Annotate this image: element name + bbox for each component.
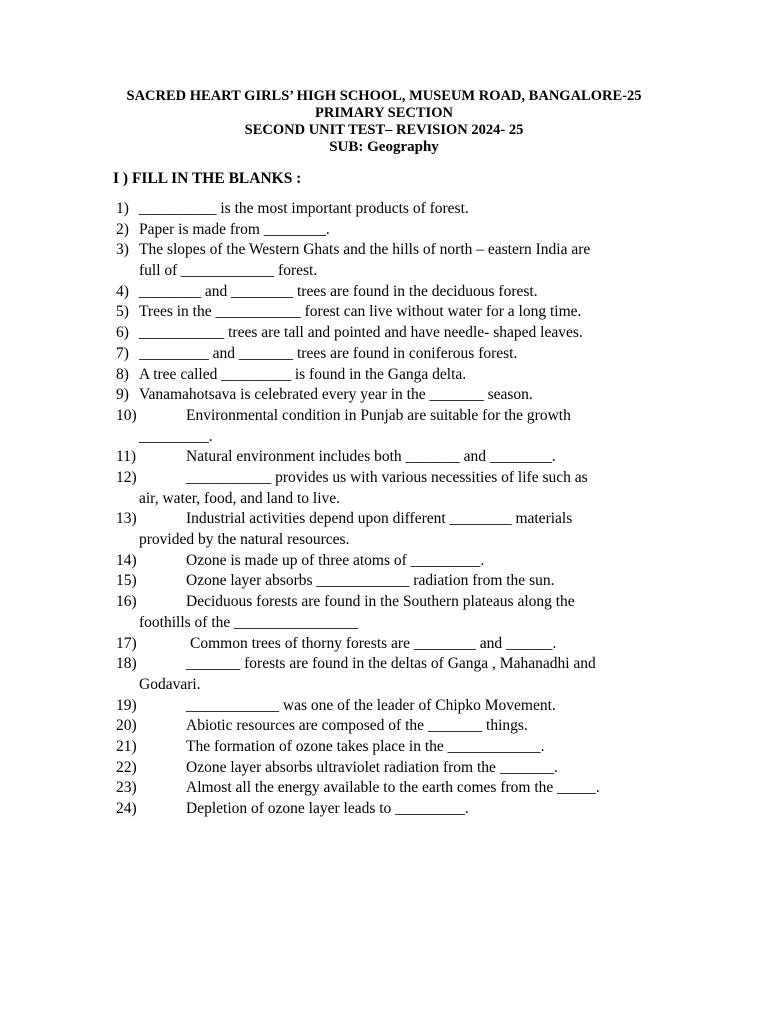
question-number: 19) [116,696,137,714]
question-item [0,778,768,799]
question-item [0,365,768,386]
question-text-continued: air, water, food, and land to live. [139,489,341,507]
question-item [0,220,768,241]
question-item [0,385,768,406]
question-number: 16) [116,593,137,611]
question-item [0,406,768,447]
question-number: 18) [116,655,137,673]
question-item [0,240,768,281]
question-number: 10) [116,406,137,424]
question-item [0,282,768,303]
question-text: Abiotic resources are composed of the _______ things. [186,717,528,735]
question-text: _______ forests are found in the deltas of Ganga , Mahanadhi and [186,655,596,673]
question-item [0,468,768,509]
question-text: Ozone layer absorbs ____________ radiation from the sun. [186,572,555,590]
question-text: The slopes of the Western Ghats and the hills of north – eastern India are [139,241,591,259]
question-text: _________ and _______ trees are found in coniferous forest. [139,344,518,362]
question-item [0,199,768,220]
question-text-continued: Godavari. [139,675,201,693]
question-text: Deciduous forests are found in the Southern plateaus along the [186,593,575,611]
question-number: 4) [116,282,129,300]
question-text: Common trees of thorny forests are ________ and ______. [190,634,557,652]
question-text: ___________ trees are tall and pointed and have needle- shaped leaves. [139,324,583,342]
question-number: 14) [116,551,137,569]
question-number: 12) [116,468,137,486]
question-number: 9) [116,386,129,404]
question-number: 15) [116,572,137,590]
question-item [0,737,768,758]
question-number: 8) [116,365,129,383]
question-number: 13) [116,510,137,528]
question-text-continued: _________. [139,427,213,445]
question-item [0,509,768,550]
question-number: 2) [116,220,129,238]
question-number: 21) [116,737,137,755]
question-text: ____________ was one of the leader of Chipko Movement. [186,696,556,714]
question-number: 24) [116,800,137,818]
question-item [0,696,768,717]
question-text-continued: foothills of the ________________ [139,613,359,631]
question-number: 20) [116,717,137,735]
question-number: 6) [116,324,129,342]
question-text: Environmental condition in Punjab are suitable for the growth [186,406,571,424]
question-number: 11) [116,448,137,466]
question-item [0,799,768,820]
question-item [0,634,768,655]
question-text: Almost all the energy available to the earth comes from the _____. [186,779,600,797]
question-text: ________ and ________ trees are found in the deciduous forest. [139,282,538,300]
question-item [0,654,768,695]
school-name: SACRED HEART GIRLS’ HIGH SCHOOL, MUSEUM ROAD, BANGALORE-25 [126,88,642,104]
question-item [0,758,768,779]
question-number: 22) [116,758,137,776]
question-item [0,592,768,633]
question-list [0,199,768,820]
question-text: Ozone is made up of three atoms of _________. [186,551,485,569]
question-item [0,551,768,572]
question-text: Ozone layer absorbs ultraviolet radiation from the _______. [186,758,558,776]
question-number: 5) [116,303,129,321]
question-item [0,716,768,737]
question-text: The formation of ozone takes place in the ____________. [186,737,545,755]
document-header [0,88,768,156]
question-item [0,323,768,344]
question-number: 23) [116,779,137,797]
section-heading: I ) FILL IN THE BLANKS : [113,170,302,187]
question-text: Depletion of ozone layer leads to _________. [186,800,469,818]
question-item [0,344,768,365]
section-name: PRIMARY SECTION [315,105,453,121]
subject-title: SUB: Geography [329,139,439,155]
question-item [0,571,768,592]
question-text: __________ is the most important products of forest. [139,200,469,217]
test-title: SECOND UNIT TEST– REVISION 2024- 25 [244,122,524,138]
question-number: 17) [116,634,137,652]
question-number: 3) [116,241,129,259]
question-number: 7) [116,344,129,362]
question-text: Trees in the ___________ forest can live without water for a long time. [139,303,582,321]
question-item [0,302,768,323]
question-text: Vanamahotsava is celebrated every year in the _______ season. [139,386,533,404]
question-text: Paper is made from ________. [139,220,330,238]
question-number: 1) [116,200,129,217]
question-text: Natural environment includes both _______ and ________. [186,448,556,466]
question-text-continued: provided by the natural resources. [139,531,350,549]
question-text: ___________ provides us with various necessities of life such as [186,468,588,486]
question-text: Industrial activities depend upon different ________ materials [186,510,573,528]
question-text: A tree called _________ is found in the Ganga delta. [139,365,467,383]
question-item [0,447,768,468]
question-text-continued: full of ____________ forest. [139,262,318,280]
